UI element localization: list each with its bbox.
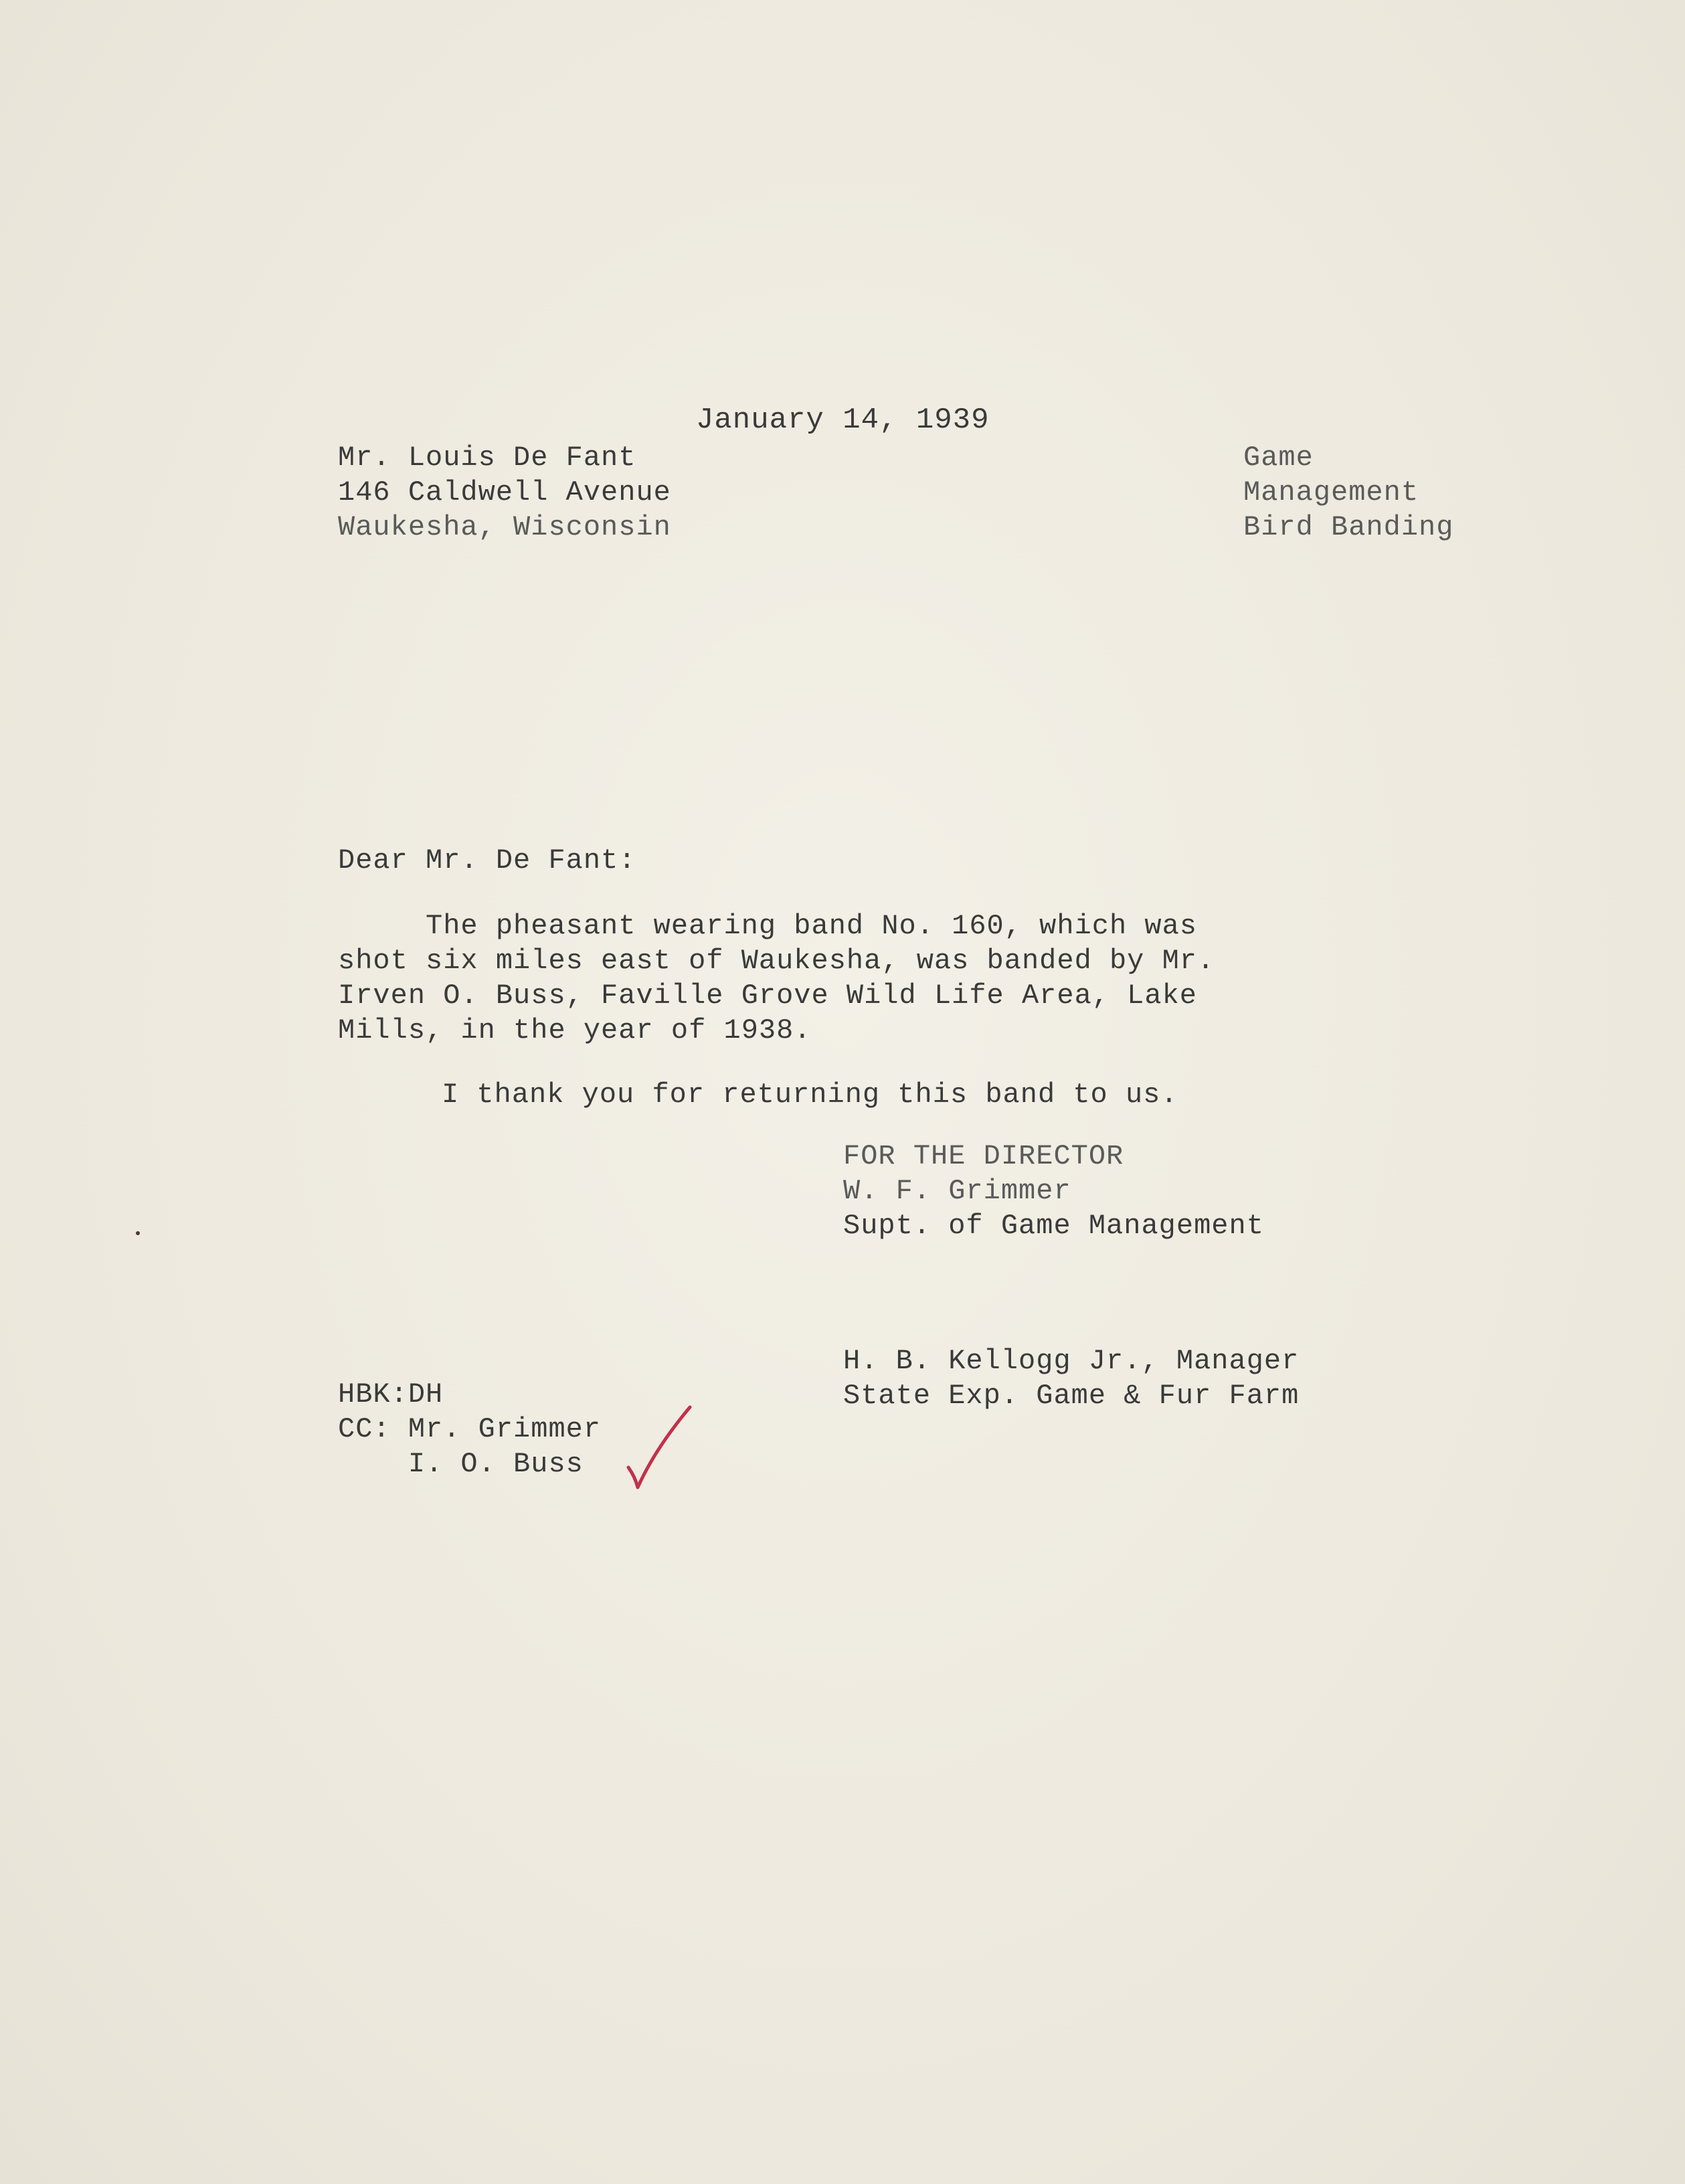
manager-block (843, 1344, 1299, 1413)
reference-initials: HBK:DH (338, 1378, 444, 1410)
salutation: Dear Mr. De Fant: (338, 844, 636, 877)
signature-line-2: W. F. Grimmer (843, 1175, 1071, 1207)
recipient-address (338, 440, 671, 545)
signature-block (843, 1139, 1264, 1243)
cc-line-1: CC: Mr. Grimmer (338, 1413, 602, 1445)
manager-line-2: State Exp. Game & Fur Farm (843, 1380, 1300, 1412)
body-line-4: Mills, in the year of 1938. (338, 1014, 812, 1046)
letter-date: January 14, 1939 (696, 403, 990, 437)
manager-line-1: H. B. Kellogg Jr., Manager (843, 1345, 1300, 1377)
body-line-2: shot six miles east of Waukesha, was banded by Mr. (338, 945, 1215, 977)
department-line-3: Bird Banding (1243, 511, 1454, 543)
body-line-3: Irven O. Buss, Faville Grove Wild Life Area, Lake (338, 980, 1198, 1012)
signature-line-1: FOR THE DIRECTOR (843, 1140, 1124, 1172)
check-mark-icon (626, 1402, 693, 1492)
recipient-street: 146 Caldwell Avenue (338, 476, 671, 509)
department-line-2: Management (1243, 476, 1419, 509)
recipient-name: Mr. Louis De Fant (338, 442, 636, 474)
body-line-1: The pheasant wearing band No. 160, which was (338, 910, 1198, 942)
cc-line-2: I. O. Buss (338, 1448, 584, 1480)
department-line-1: Game (1243, 442, 1314, 474)
reference-block (338, 1377, 601, 1481)
department-heading (1243, 440, 1453, 545)
body-paragraph (338, 909, 1215, 1048)
thanks-line: I thank you for returning this band to us. (442, 1079, 1178, 1111)
recipient-city: Waukesha, Wisconsin (338, 511, 671, 543)
paper-speck (136, 1231, 140, 1235)
signature-line-3: Supt. of Game Management (843, 1210, 1264, 1242)
